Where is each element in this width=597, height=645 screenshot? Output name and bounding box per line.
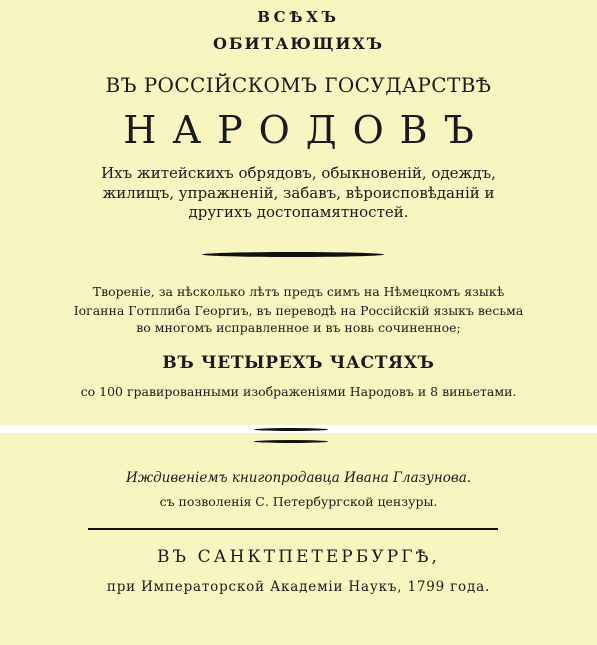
creation-line-3: во многомъ исправленное и въ новь сочиненное;	[136, 320, 461, 335]
censorship-line: съ позволенія С. Петербургской цензуры.	[159, 494, 438, 509]
subtitle-line-2: жилищъ, упражненій, забавъ, вѣроисповѣданій и	[102, 184, 495, 202]
imprint-press: при Императорской Академіи Наукъ, 1799 года.	[106, 579, 491, 595]
divider-rule-long	[88, 528, 498, 530]
subtitle-line-1: Ихъ житейскихъ обрядовъ, обыкновеній, одеждъ,	[101, 164, 496, 182]
title-line-all: ВСѢХЪ	[257, 8, 340, 26]
divider-rule-short-2	[254, 440, 328, 443]
imprint-city: ВЪ САНКТПЕТЕРБУРГѢ,	[157, 547, 440, 567]
parts-heading: ВЪ ЧЕТЫРЕХЪ ЧАСТЯХЪ	[162, 353, 435, 373]
title-line-in-russian-state: ВЪ РОССІЙСКОМЪ ГОСУДАРСТВѢ	[105, 73, 492, 97]
subtitle-line-3: другихъ достопамятностей.	[188, 203, 409, 221]
divider-rule-top	[202, 252, 384, 257]
creation-line-2: Іоганна Готплиба Георгиъ, въ переводѣ на Россійскій языкъ весьма	[73, 303, 524, 318]
publisher-line: Иждивеніемъ книгопродавца Ивана Глазунова.	[125, 470, 472, 486]
creation-line-1: Твореніе, за нѣсколько лѣтъ предъ симъ на Нѣмецкомъ языкѣ	[92, 284, 505, 299]
divider-rule-short-1	[254, 428, 328, 431]
title-line-peoples: НАРОДОВЪ	[123, 108, 490, 152]
images-line: со 100 гравированными изображеніями Народовъ и 8 виньетами.	[80, 384, 517, 399]
title-line-inhabiting: ОБИТАЮЩИХЪ	[213, 34, 384, 53]
title-page-lower	[0, 433, 597, 645]
